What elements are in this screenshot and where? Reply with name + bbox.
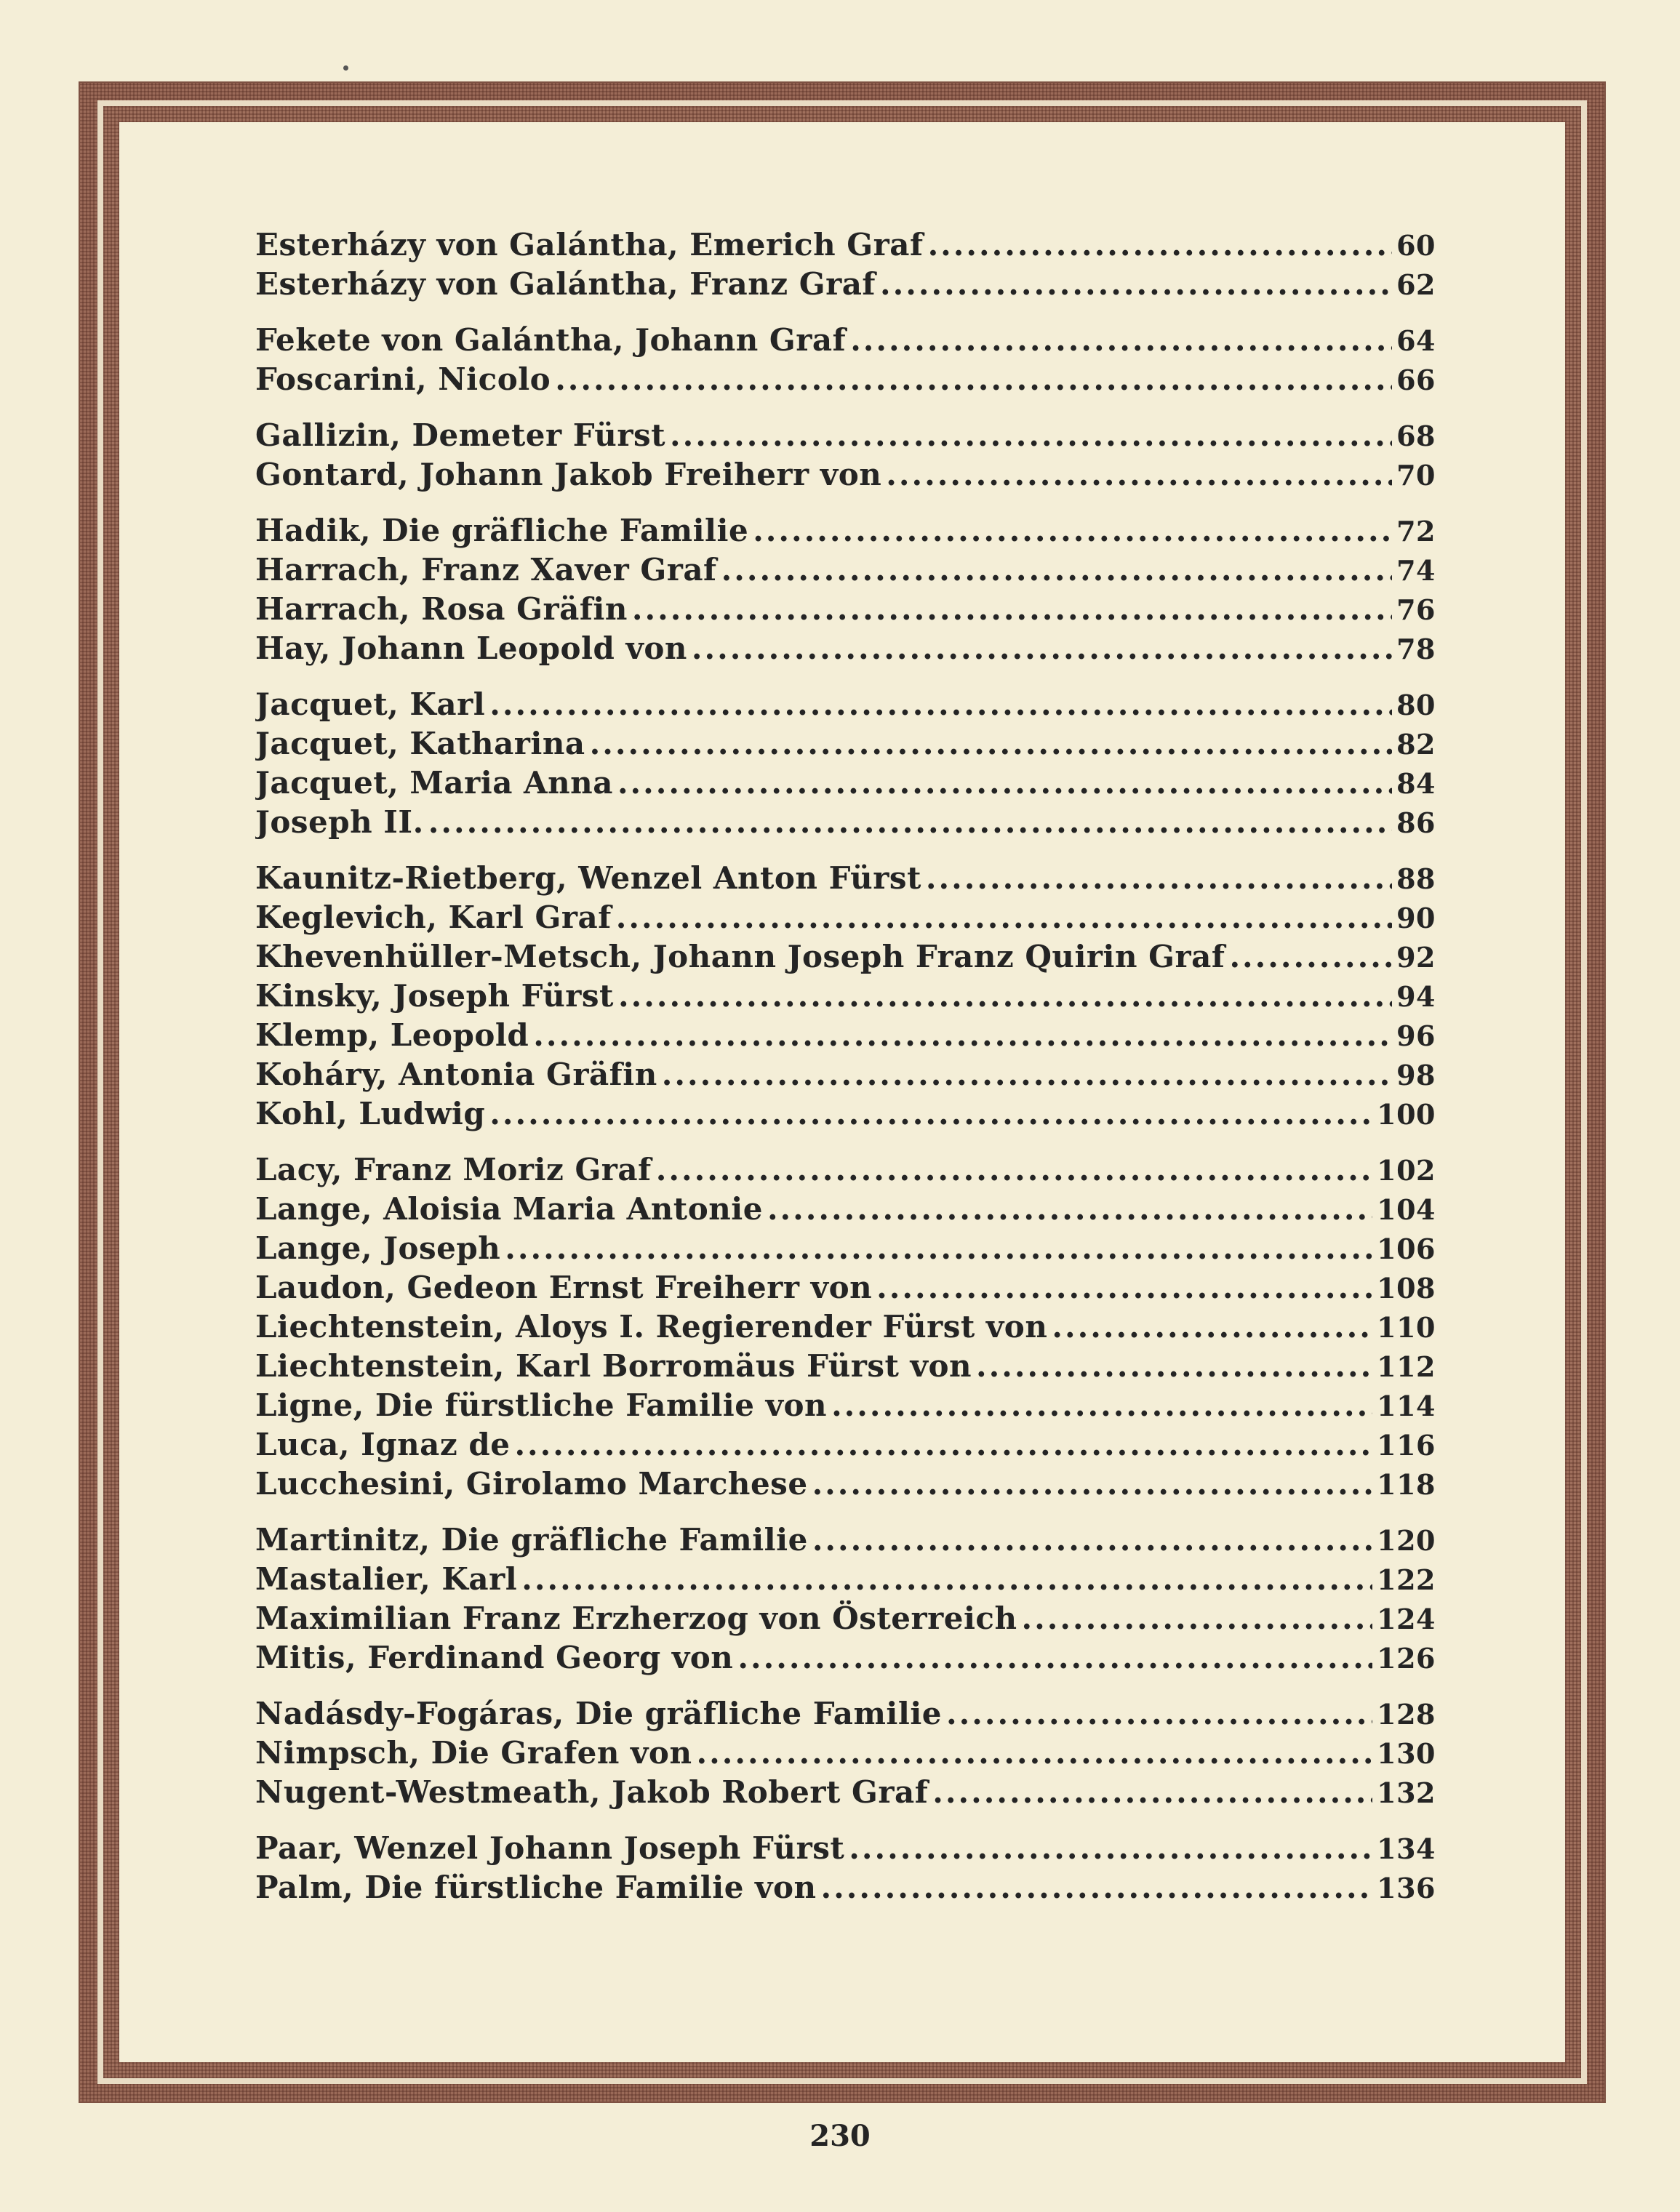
entry-page-number: 80 [1396, 689, 1436, 721]
entry-name: Nadásdy-Fogáras, Die gräfliche Familie [255, 1696, 943, 1731]
index-entry [255, 457, 1436, 496]
dot-leader [1022, 1600, 1373, 1636]
entry-name: Fekete von Galántha, Johann Graf [255, 322, 847, 358]
index-entry [255, 1270, 1436, 1309]
index-entry [255, 860, 1436, 899]
entry-page-number: 90 [1396, 902, 1436, 934]
dot-leader [632, 591, 1392, 627]
entry-page-number: 104 [1377, 1193, 1436, 1226]
index-entry [255, 1830, 1436, 1870]
dot-leader [692, 630, 1392, 666]
entry-page-number: 120 [1377, 1524, 1436, 1557]
index-entry [255, 266, 1436, 305]
index-entry [255, 417, 1436, 457]
entry-page-number: 100 [1377, 1098, 1436, 1131]
entry-page-number: 86 [1396, 806, 1436, 839]
index-entry [255, 591, 1436, 630]
entry-name: Martinitz, Die gräfliche Familie [255, 1522, 808, 1558]
index-entry [255, 1387, 1436, 1427]
entry-name: Kohl, Ludwig [255, 1096, 486, 1131]
entry-page-number: 126 [1377, 1642, 1436, 1675]
entry-name: Khevenhüller-Metsch, Johann Joseph Franz Quirin Graf [255, 939, 1225, 974]
index-entry [255, 1640, 1436, 1679]
index-entry [255, 804, 1436, 843]
dot-leader [946, 1696, 1372, 1731]
dot-leader [928, 227, 1393, 263]
dot-leader [489, 1096, 1372, 1131]
dot-leader [767, 1191, 1372, 1227]
entry-page-number: 82 [1396, 728, 1436, 761]
dot-leader [849, 1830, 1372, 1866]
entry-name: Laudon, Gedeon Ernst Freiherr von [255, 1270, 873, 1305]
entry-name: Gallizin, Demeter Fürst [255, 417, 666, 453]
dot-leader [1052, 1309, 1372, 1345]
entry-name: Palm, Die fürstliche Familie von [255, 1870, 817, 1905]
entry-page-number: 60 [1396, 229, 1436, 262]
dot-leader [976, 1348, 1372, 1384]
dot-leader [737, 1640, 1372, 1675]
entry-name: Kinsky, Joseph Fürst [255, 978, 614, 1014]
entry-page-number: 118 [1377, 1468, 1436, 1501]
entry-page-number: 116 [1377, 1429, 1436, 1462]
dot-leader [721, 552, 1393, 588]
entry-page-number: 124 [1377, 1603, 1436, 1635]
entry-name: Jacquet, Karl [255, 686, 486, 722]
entry-name: Kaunitz-Rietberg, Wenzel Anton Fürst [255, 860, 921, 896]
entry-name: Mitis, Ferdinand Georg von [255, 1640, 734, 1675]
dot-leader [932, 1774, 1372, 1810]
dot-leader [662, 1057, 1392, 1092]
index-entry [255, 322, 1436, 361]
index-entry [255, 978, 1436, 1017]
entry-name: Luca, Ignaz de [255, 1427, 511, 1462]
index-group [255, 1696, 1436, 1814]
entry-name: Gontard, Johann Jakob Freiherr von [255, 457, 882, 492]
index-entry [255, 227, 1436, 266]
dot-leader [428, 804, 1392, 840]
entry-page-number: 102 [1377, 1154, 1436, 1187]
entry-page-number: 66 [1396, 364, 1436, 396]
index-entry [255, 1057, 1436, 1096]
dot-leader [521, 1561, 1372, 1597]
entry-name: Ligne, Die fürstliche Familie von [255, 1387, 828, 1423]
index-entry [255, 1466, 1436, 1505]
entry-page-number: 112 [1377, 1350, 1436, 1383]
dot-leader [753, 513, 1392, 548]
entry-name: Jacquet, Katharina [255, 726, 585, 761]
index-entry [255, 361, 1436, 401]
entry-name: Keglevich, Karl Graf [255, 899, 612, 935]
index-entry [255, 1191, 1436, 1230]
dot-leader [656, 1152, 1372, 1187]
entry-name: Esterházy von Galántha, Franz Graf [255, 266, 876, 302]
entry-name: Hadik, Die gräfliche Familie [255, 513, 749, 548]
entry-page-number: 78 [1396, 633, 1436, 665]
dot-leader [555, 361, 1392, 397]
entry-name: Liechtenstein, Karl Borromäus Fürst von [255, 1348, 972, 1384]
dot-leader [616, 899, 1392, 935]
index-entry [255, 1735, 1436, 1774]
index-entry [255, 1017, 1436, 1057]
dot-leader [926, 860, 1392, 896]
index-entry [255, 1870, 1436, 1909]
index-entry [255, 630, 1436, 670]
dot-leader [618, 978, 1392, 1014]
index-list [255, 227, 1436, 1926]
entry-page-number: 74 [1396, 554, 1436, 587]
dot-leader [514, 1427, 1372, 1462]
entry-name: Harrach, Rosa Gräfin [255, 591, 628, 627]
entry-page-number: 92 [1396, 941, 1436, 974]
entry-page-number: 76 [1396, 593, 1436, 626]
dot-leader [886, 457, 1392, 492]
dot-leader [505, 1230, 1372, 1266]
entry-page-number: 106 [1377, 1233, 1436, 1265]
index-entry [255, 1696, 1436, 1735]
dot-leader [812, 1522, 1372, 1558]
entry-page-number: 114 [1377, 1390, 1436, 1422]
dot-leader [876, 1270, 1372, 1305]
index-entry [255, 1096, 1436, 1135]
entry-page-number: 122 [1377, 1563, 1436, 1596]
entry-page-number: 70 [1396, 459, 1436, 492]
page-dot [343, 65, 348, 71]
index-entry [255, 765, 1436, 804]
index-entry [255, 513, 1436, 552]
dot-leader [812, 1466, 1373, 1502]
dot-leader [1229, 939, 1392, 974]
entry-page-number: 98 [1396, 1059, 1436, 1091]
entry-page-number: 110 [1377, 1311, 1436, 1344]
index-entry [255, 552, 1436, 591]
entry-page-number: 132 [1377, 1776, 1436, 1809]
entry-name: Mastalier, Karl [255, 1561, 518, 1597]
index-group [255, 686, 1436, 843]
entry-name: Lange, Aloisia Maria Antonie [255, 1191, 763, 1227]
entry-name: Harrach, Franz Xaver Graf [255, 552, 717, 588]
entry-page-number: 136 [1377, 1872, 1436, 1904]
index-entry [255, 1600, 1436, 1640]
entry-page-number: 134 [1377, 1832, 1436, 1865]
entry-name: Lacy, Franz Moriz Graf [255, 1152, 652, 1187]
index-group [255, 322, 1436, 401]
index-entry [255, 899, 1436, 939]
index-entry [255, 1774, 1436, 1814]
dot-leader [533, 1017, 1392, 1053]
entry-name: Esterházy von Galántha, Emerich Graf [255, 227, 924, 263]
entry-page-number: 130 [1377, 1737, 1436, 1770]
dot-leader [831, 1387, 1372, 1423]
entry-name: Paar, Wenzel Johann Joseph Fürst [255, 1830, 845, 1866]
index-entry [255, 1152, 1436, 1191]
index-group [255, 860, 1436, 1135]
entry-name: Nugent-Westmeath, Jakob Robert Graf [255, 1774, 929, 1810]
index-entry [255, 726, 1436, 765]
entry-page-number: 108 [1377, 1272, 1436, 1305]
entry-page-number: 72 [1396, 515, 1436, 548]
ornamental-frame [79, 81, 1606, 2103]
entry-page-number: 84 [1396, 767, 1436, 800]
index-entry [255, 1230, 1436, 1270]
entry-name: Liechtenstein, Aloys I. Regierender Fürst von [255, 1309, 1048, 1345]
index-group [255, 1830, 1436, 1909]
dot-leader [489, 686, 1392, 722]
entry-page-number: 62 [1396, 268, 1436, 301]
index-entry [255, 686, 1436, 726]
dot-leader [670, 417, 1392, 453]
entry-page-number: 64 [1396, 324, 1436, 357]
frame-content [119, 122, 1565, 2062]
dot-leader [696, 1735, 1372, 1771]
index-group [255, 513, 1436, 670]
index-group [255, 417, 1436, 496]
entry-page-number: 128 [1377, 1698, 1436, 1731]
entry-name: Lange, Joseph [255, 1230, 501, 1266]
entry-name: Maximilian Franz Erzherzog von Österreich [255, 1600, 1017, 1636]
entry-name: Koháry, Antonia Gräfin [255, 1057, 657, 1092]
index-group [255, 227, 1436, 305]
entry-name: Klemp, Leopold [255, 1017, 529, 1053]
entry-name: Jacquet, Maria Anna [255, 765, 613, 801]
index-entry [255, 939, 1436, 978]
index-entry [255, 1309, 1436, 1348]
entry-name: Joseph II. [255, 804, 424, 840]
index-entry [255, 1561, 1436, 1600]
entry-page-number: 94 [1396, 980, 1436, 1013]
dot-leader [880, 266, 1392, 302]
entry-name: Nimpsch, Die Grafen von [255, 1735, 692, 1771]
entry-name: Foscarini, Nicolo [255, 361, 551, 397]
dot-leader [617, 765, 1392, 801]
index-entry [255, 1522, 1436, 1561]
dot-leader [590, 726, 1392, 761]
entry-name: Hay, Johann Leopold von [255, 630, 687, 666]
entry-page-number: 96 [1396, 1019, 1436, 1052]
page-number: 230 [809, 2119, 871, 2153]
entry-name: Lucchesini, Girolamo Marchese [255, 1466, 808, 1502]
entry-page-number: 68 [1396, 420, 1436, 452]
entry-page-number: 88 [1396, 862, 1436, 895]
index-group [255, 1522, 1436, 1679]
index-entry [255, 1348, 1436, 1387]
dot-leader [850, 322, 1392, 358]
dot-leader [821, 1870, 1373, 1905]
index-group [255, 1152, 1436, 1505]
index-entry [255, 1427, 1436, 1466]
